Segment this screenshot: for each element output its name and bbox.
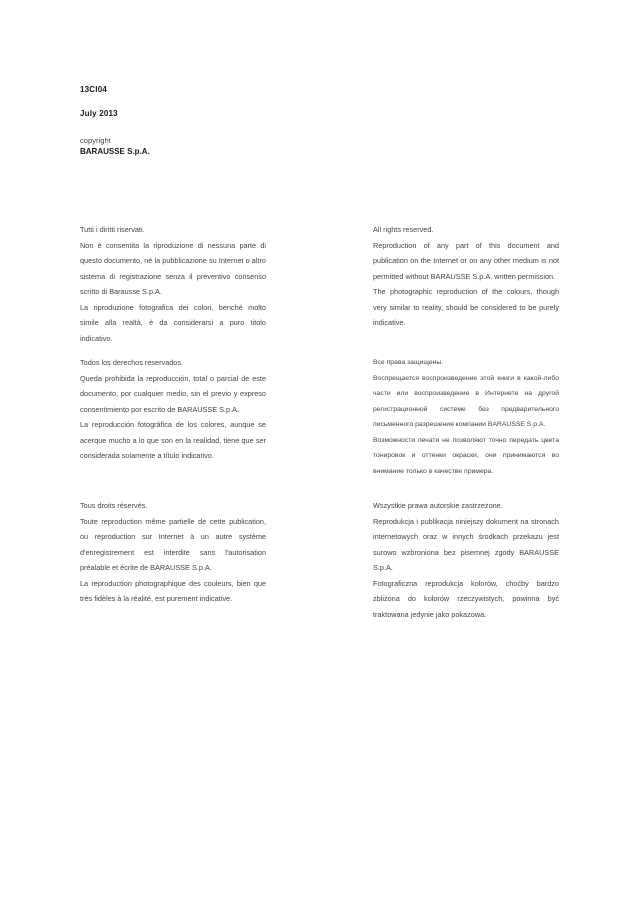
notice-paragraph: The photographic reproduction of the colours, though very similar to reality, should be considered to be purely indicative. (373, 287, 559, 327)
copyright-label: copyright (80, 136, 111, 145)
notice-paragraph: Воспрещается воспроизведение этой книги в какой-либо части или воспроизведение в Интернете на другой регистрационной системе без предварительного письменного разрешения компании BARAUSSE S.p.A. (373, 374, 559, 428)
notice-french (80, 498, 266, 607)
notice-paragraph: Возможности печати не позволяют точно передать цвета тонировок и оттенки окраски, они принимаются во внимание только в качестве примера. (373, 436, 559, 475)
notice-english (373, 222, 559, 331)
notice-title: Tutti i diritti riservati. (80, 225, 145, 234)
notice-paragraph: La reproducción fotográfica de los colores, aunque se acerque mucho a lo que son en la realidad, tiene que ser considerada solamente a título indicativo. (80, 420, 266, 460)
notice-polish (373, 498, 559, 622)
notice-title: Wszystkie prawa autorskie zastrzeżone. (373, 501, 503, 510)
notice-paragraph: Queda prohibida la reproducción, total o parcial de este documento, por cualquier medio, sin el previo y expreso consentimiento por escrito de BARAUSSE S.p.A. (80, 373, 266, 414)
notice-paragraph: Reprodukcja i publikacja niniejszy dokument na stronach internetowych oraz w innych środkach przekazu jest surowo wzbroniona bez pisemnej zgody BARAUSSE S.p.A. (373, 516, 559, 572)
document-code: 13CI04 (80, 85, 107, 94)
notice-paragraph: Reproduction of any part of this document and publication on the Internet or on any other medium is not permitted without BARAUSSE S.p.A. written permission. (373, 240, 559, 281)
company-name: BARAUSSE S.p.A. (80, 147, 150, 156)
notice-paragraph: Toute reproduction même partielle de cette publication, ou reproduction sur Internet à un autre système d'enregistrement est interdite sans l'autorisation préalable et écrite de BARAUSSE S.p.A. (80, 516, 266, 572)
notice-russian (373, 355, 559, 479)
document-date: July 2013 (80, 109, 118, 118)
notice-spanish (80, 355, 266, 464)
notice-paragraph: Fotograficzna reprodukcja kolorów, choćby bardzo zbliżona do kolorów rzeczywistych, powinna być traktowana jedynie jako pokazowa. (373, 578, 559, 619)
notice-title: Все права защищены. (373, 359, 444, 366)
notice-title: Tous droits réservés. (80, 501, 148, 510)
notice-italian (80, 222, 266, 346)
notice-paragraph: La riproduzione fotografica dei colori, benché molto simile alla realtà, è da considerarsi a puro titolo indicativo. (80, 302, 266, 343)
header-block (80, 85, 280, 156)
notice-title: Todos los derechos reservados. (80, 358, 184, 367)
notice-title: All rights reserved. (373, 225, 434, 234)
notice-paragraph: La reproduction photographique des couleurs, bien que très fidèles à la réalité, est purement indicative. (80, 578, 266, 603)
notice-paragraph: Non è consentita la riproduzione di nessuna parte di questo documento, né la pubblicazione su Internet o altro sistema di registrazione senza il preventivo consenso scritto di Barausse S.p.A. (80, 240, 266, 296)
